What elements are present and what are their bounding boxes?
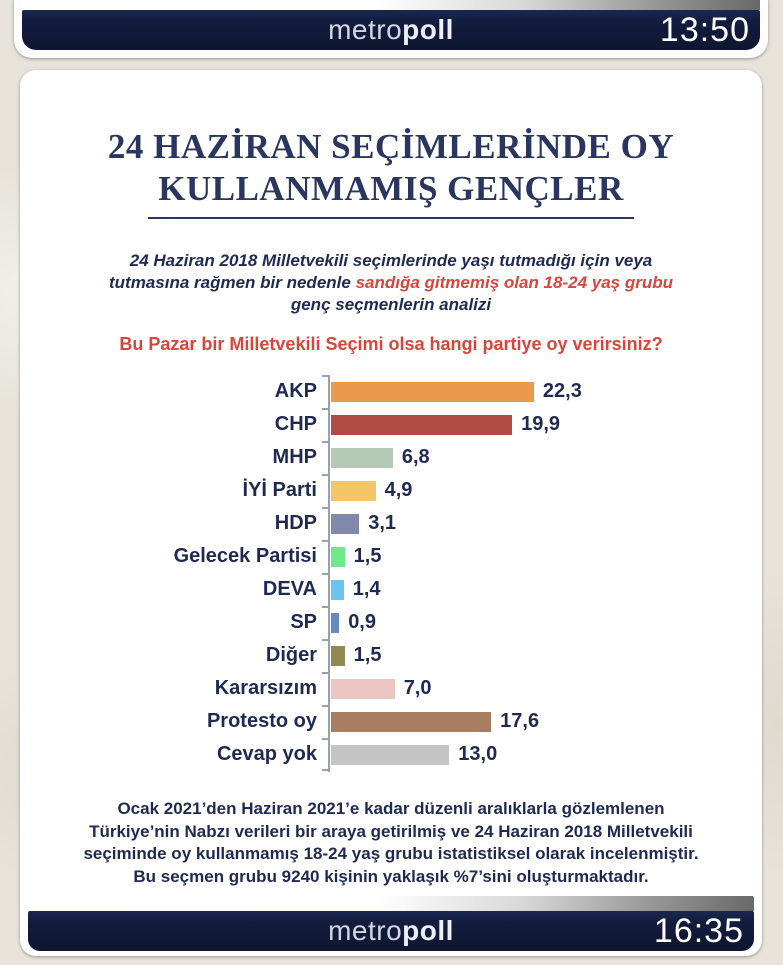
value-label: 0,9 xyxy=(348,611,376,633)
category-label: SP xyxy=(290,611,317,633)
bar-gelecek-partisi xyxy=(331,547,345,567)
bar-kararsızım xyxy=(331,679,395,699)
axis-tick xyxy=(322,606,330,608)
axis-tick xyxy=(322,474,330,476)
axis-tick xyxy=(322,375,330,377)
chart-row xyxy=(20,573,762,606)
top-metallic-strip xyxy=(22,0,760,10)
chart-row xyxy=(20,738,762,771)
bar-i̇yi̇-parti xyxy=(331,481,376,501)
axis-tick xyxy=(322,573,330,575)
category-label: DEVA xyxy=(262,578,317,600)
value-label: 13,0 xyxy=(458,743,498,765)
logo-poll: poll xyxy=(402,14,454,45)
bottom-brand-bar xyxy=(28,911,754,951)
value-label: 4,9 xyxy=(384,479,413,501)
axis-tick xyxy=(322,705,330,707)
chart-row xyxy=(20,507,762,540)
value-label: 19,9 xyxy=(521,413,561,435)
bar-mhp xyxy=(331,448,393,468)
axis-tick xyxy=(322,769,330,771)
category-label: Cevap yok xyxy=(216,743,317,765)
top-message-card xyxy=(14,0,768,58)
bottom-metallic-strip xyxy=(28,896,754,911)
chart-row xyxy=(20,375,762,408)
metropoll-logo xyxy=(328,911,454,951)
poster-footnote xyxy=(20,798,762,888)
top-time: 13:50 xyxy=(659,11,750,49)
logo-metro: metro xyxy=(328,14,403,45)
bar-deva xyxy=(331,580,344,600)
bar-sp xyxy=(331,613,339,633)
category-label: HDP xyxy=(274,512,317,534)
chart-row xyxy=(20,606,762,639)
axis-tick xyxy=(322,441,330,443)
logo-poll: poll xyxy=(402,915,454,946)
value-label: 17,6 xyxy=(500,710,540,732)
metropoll-logo xyxy=(328,10,454,50)
value-label: 1,4 xyxy=(352,578,381,600)
category-label: CHP xyxy=(274,413,317,435)
value-label: 3,1 xyxy=(368,512,397,534)
chart-row xyxy=(20,672,762,705)
bar-hdp xyxy=(331,514,359,534)
bottom-time: 16:35 xyxy=(653,912,744,950)
poster-title-line1: 24 HAZİRAN SEÇİMLERİNDE OY xyxy=(107,127,675,166)
bar-chart xyxy=(20,375,762,772)
footnote-line2: Türkiye’nin Nabzı verileri bir araya getirilmiş ve 24 Haziran 2018 Milletvekili xyxy=(89,821,693,841)
chart-row xyxy=(20,408,762,441)
category-label: MHP xyxy=(272,446,317,468)
poster-title xyxy=(20,126,762,219)
bar-protesto-oy xyxy=(331,712,491,732)
bar-cevap-yok xyxy=(331,745,449,765)
subtitle-line2-red: sandığa gitmemiş olan 18-24 yaş grubu xyxy=(355,273,673,292)
category-label: Protesto oy xyxy=(206,710,317,732)
poster-subtitle xyxy=(20,250,762,316)
top-brand-bar xyxy=(22,10,760,50)
value-label: 22,3 xyxy=(542,380,582,402)
axis-tick xyxy=(322,507,330,509)
chart-row xyxy=(20,441,762,474)
category-label: Gelecek Partisi xyxy=(173,545,317,567)
chart-row xyxy=(20,474,762,507)
poster-title-line2: KULLANMAMIŞ GENÇLER xyxy=(148,168,634,219)
subtitle-line1: 24 Haziran 2018 Milletvekili seçimlerinde yaşı tutmadığı için veya xyxy=(129,251,653,270)
infographic-card xyxy=(20,70,762,956)
axis-tick xyxy=(322,672,330,674)
chart-row xyxy=(20,540,762,573)
subtitle-line2 xyxy=(20,272,762,294)
value-label: 6,8 xyxy=(401,446,430,468)
footnote-line3: seçiminde oy kullanmamış 18-24 yaş grubu istatistiksel olarak incelenmiştir. xyxy=(83,844,699,863)
axis-tick xyxy=(322,408,330,410)
value-label: 1,5 xyxy=(353,545,382,567)
category-label: Diğer xyxy=(265,644,317,666)
category-label: İYİ Parti xyxy=(242,479,317,501)
category-label: AKP xyxy=(274,380,317,402)
category-label: Kararsızım xyxy=(214,677,317,699)
chart-row xyxy=(20,639,762,672)
value-label: 1,5 xyxy=(353,644,382,666)
footnote-line1: Ocak 2021’den Haziran 2021’e kadar düzenli aralıklarla gözlemlenen xyxy=(117,799,665,818)
subtitle-line2-navy: tutmasına rağmen bir nedenle xyxy=(109,273,356,292)
bar-chp xyxy=(331,415,512,435)
footnote-line4: Bu seçmen grubu 9240 kişinin yaklaşık %7’sini oluşturmaktadır. xyxy=(133,866,649,886)
axis-tick xyxy=(322,540,330,542)
bar-diğer xyxy=(331,646,345,666)
axis-tick xyxy=(322,738,330,740)
bar-akp xyxy=(331,382,534,402)
value-label: 7,0 xyxy=(403,677,432,699)
poster-question: Bu Pazar bir Milletvekili Seçimi olsa hangi partiye oy verirsiniz? xyxy=(119,334,663,354)
axis-tick xyxy=(322,639,330,641)
logo-metro: metro xyxy=(328,915,403,946)
chart-row xyxy=(20,705,762,738)
subtitle-line3: genç seçmenlerin analizi xyxy=(290,295,492,314)
